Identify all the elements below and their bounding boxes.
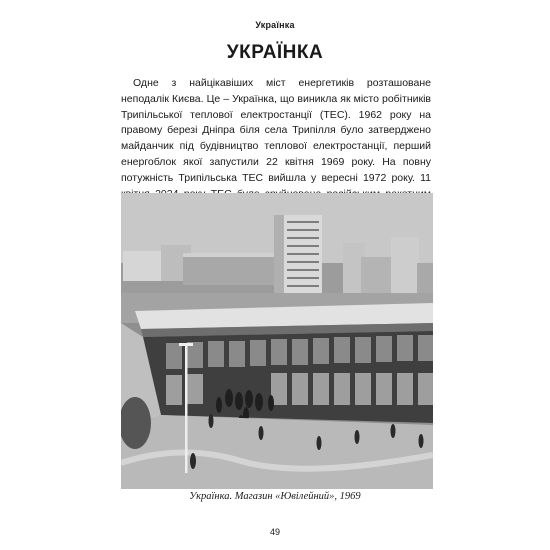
photo-illustration [121, 193, 433, 489]
photo-caption: Українка. Магазин «Ювілейний», 1969 [189, 491, 361, 502]
body-paragraph: Одне з найцікавіших міст енергетиків розташоване неподалік Києва. Це – Українка, що виникла як місто робітників Трипільської теплової електростанції (ТЕС). 1962 року на правому березі Дніпра біля села Трипілля було затверджено майданчик під будівництво теплової електростанції, перший енергоблок якої запустили 22 квітня 1969 року. На повну потужність Трипільська ТЕС вийшла у вересні 1972 року. 11 [121, 77, 431, 184]
historical-photo [121, 193, 433, 489]
page-number: 49 [269, 527, 280, 537]
running-head: Українка [255, 20, 295, 30]
page-title: УКРАЇНКА [226, 42, 324, 63]
